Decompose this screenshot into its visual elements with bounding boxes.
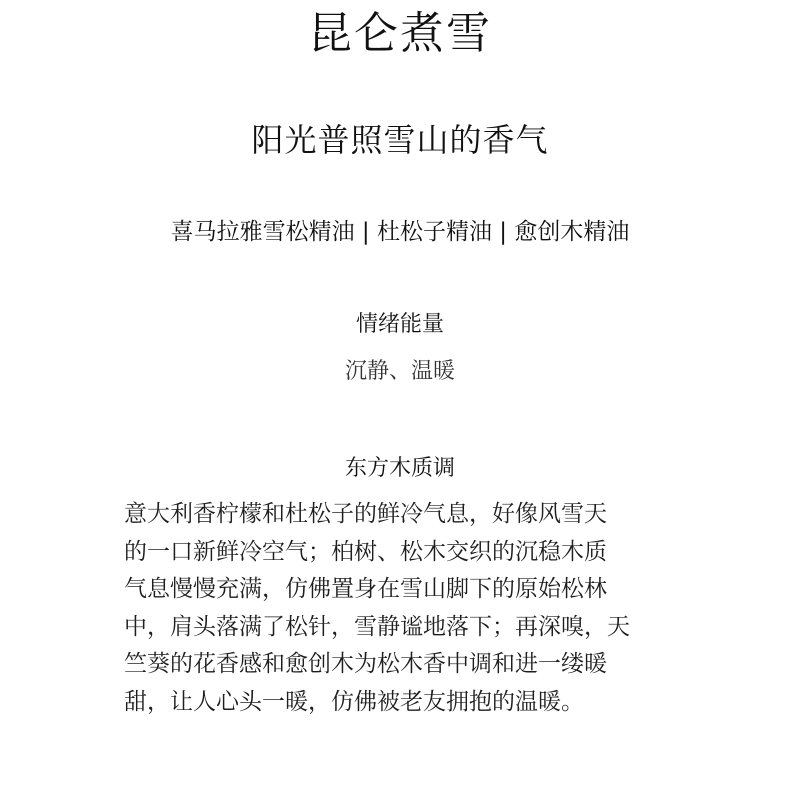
tone-description xyxy=(124,496,688,721)
description-line: 中，肩头落满了松针，雪静谧地落下；再深嗅，天 xyxy=(124,613,630,640)
description-line: 气息慢慢充满，仿佛置身在雪山脚下的原始松林 xyxy=(124,576,607,602)
mood-value: 沉静、温暖 xyxy=(344,359,455,384)
description-line: 竺葵的花香感和愈创木为松木香中调和进一缕暖 xyxy=(124,651,607,677)
description-line: 甜，让人心头一暖，仿佛被老友拥抱的温暖。 xyxy=(124,688,584,715)
description-line: 的一口新鲜冷空气；柏树、松木交织的沉稳木质 xyxy=(124,538,607,565)
page-title: 昆仑煮雪 xyxy=(308,8,492,59)
ingredients-list: 喜马拉雅雪松精油 | 杜松子精油 | 愈创木精油 xyxy=(170,219,630,245)
page-subtitle: 阳光普照雪山的香气 xyxy=(251,121,549,159)
description-line: 意大利香柠檬和杜松子的鲜冷气息，好像风雪天 xyxy=(124,501,607,527)
mood-heading: 情绪能量 xyxy=(355,312,444,337)
tone-heading: 东方木质调 xyxy=(344,456,455,481)
